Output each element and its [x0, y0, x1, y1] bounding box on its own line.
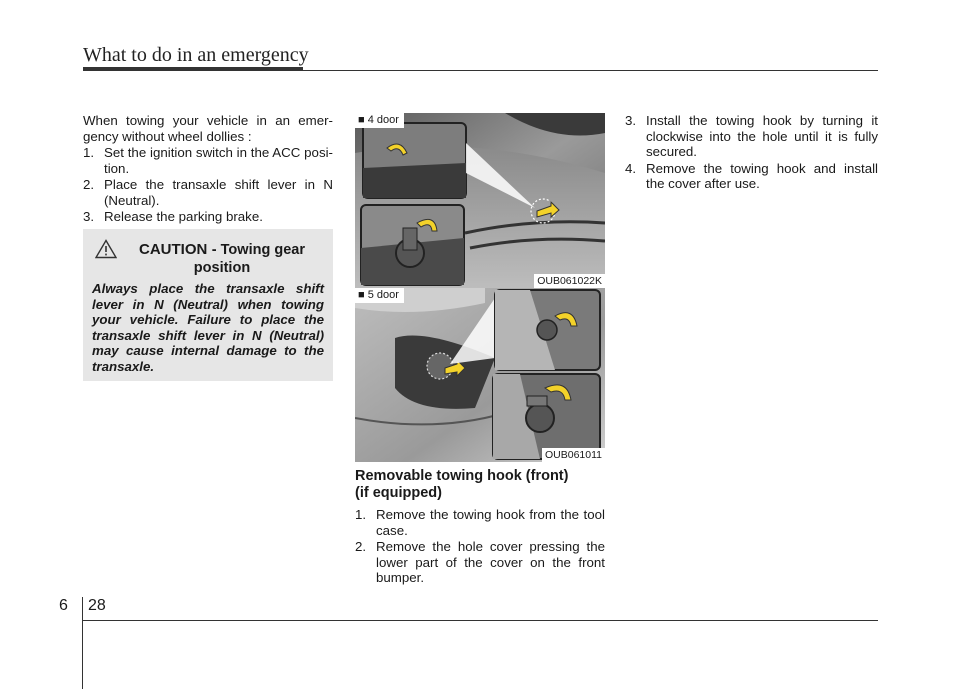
footer-separator	[82, 597, 83, 689]
warning-triangle-icon	[95, 239, 117, 259]
figure-code: OUB061022K	[534, 274, 605, 288]
page-header: What to do in an emergency	[83, 44, 309, 66]
intro-text: When towing your vehicle in an emer-gency without wheel dollies :	[83, 113, 333, 144]
step-item: 3. Install the towing hook by turning it clockwise into the hole until it is fully secured.	[625, 113, 878, 159]
figure-label: ■ 5 door	[355, 288, 404, 303]
step-item: 2. Place the transaxle shift lever in N (Neutral).	[83, 177, 333, 208]
chapter-number: 6	[59, 597, 68, 614]
figure-label: ■ 4 door	[355, 113, 404, 128]
page-number: 28	[88, 597, 106, 614]
section-title: Removable towing hook (front) (if equipped)	[355, 468, 569, 501]
footer-rule	[83, 620, 878, 621]
caution-subtitle: - Towing gear position	[193, 242, 305, 276]
header-rule	[83, 67, 878, 71]
column-2	[355, 468, 605, 587]
figure-4-door	[355, 113, 605, 288]
step-item: 1. Set the ignition switch in the ACC posi-tion.	[83, 145, 333, 176]
caution-box	[83, 229, 333, 381]
column-3	[625, 113, 878, 193]
towing-hook-illustration-4-door	[355, 113, 605, 288]
step-item: 4. Remove the towing hook and install the cover after use.	[625, 160, 878, 191]
figure-5-door	[355, 288, 605, 462]
step-item: 3. Release the parking brake.	[83, 209, 263, 224]
caution-body: Always place the transaxle shift lever in N (Neutral) when towing your vehicle. Failure to place the transaxle shift lever in N (Neutral) may cause internal damage to the transaxle.	[92, 281, 324, 374]
figure-code: OUB061011	[542, 448, 605, 462]
step-item: 2. Remove the hole cover pressing the lower part of the cover on the front bumper.	[355, 539, 605, 585]
step-item: 1. Remove the towing hook from the tool case.	[355, 507, 605, 538]
column-1	[83, 113, 333, 226]
towing-hook-illustration-5-door	[355, 288, 605, 462]
caution-label: CAUTION	[139, 241, 208, 258]
